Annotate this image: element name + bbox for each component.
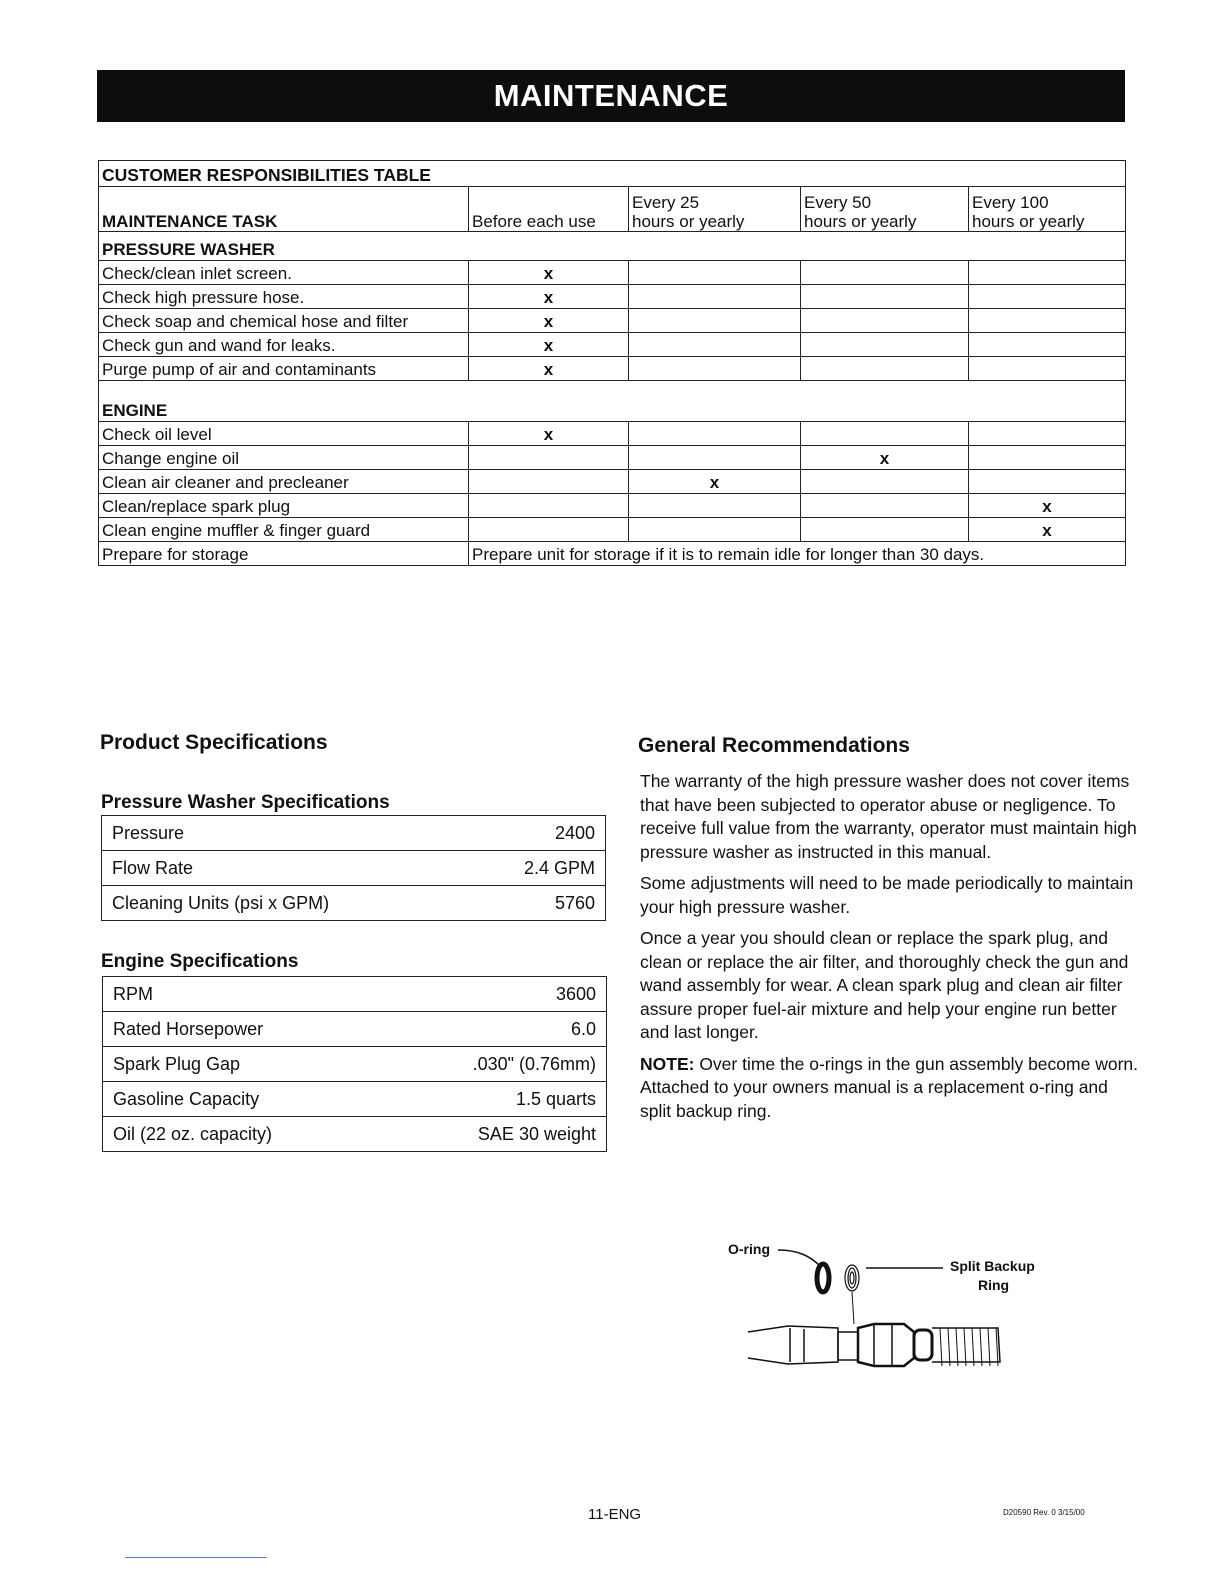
mark-cell <box>969 333 1126 357</box>
split-backup-label-2: Ring <box>978 1277 1010 1293</box>
mark-cell <box>629 309 801 333</box>
table-caption-row <box>99 161 1126 187</box>
spec-value: 3600 <box>403 977 607 1012</box>
mark-cell <box>629 494 801 518</box>
spec-value: SAE 30 weight <box>403 1117 607 1152</box>
spec-row <box>103 1012 607 1047</box>
section-header-row <box>99 232 1126 261</box>
rec-paragraph-3: Once a year you should clean or replace the spark plug, and clean or replace the air filter, and thoroughly check the gun and wand assembly for wear. A clean spark plug and clean air filter assure proper fuel-air mixture and help your engine run better and last longer. <box>640 928 1129 1042</box>
engine-specs-title: Engine Specifications <box>101 951 299 972</box>
split-ring-guide-line <box>852 1292 854 1324</box>
task-cell: Check/clean inlet screen. <box>99 261 469 285</box>
spec-row <box>103 1117 607 1152</box>
mark-cell: x <box>801 446 969 470</box>
gun-assembly-icon <box>748 1324 1000 1366</box>
split-backup-label-1: Split Backup <box>950 1258 1035 1274</box>
engine-specs-table <box>102 976 607 1152</box>
oring-label: O-ring <box>728 1241 770 1257</box>
mark-cell <box>629 357 801 381</box>
task-cell: Prepare for storage <box>99 542 469 566</box>
mark-cell <box>801 422 969 446</box>
mark-cell <box>801 494 969 518</box>
section-title: ENGINE <box>99 381 1126 422</box>
oring-leader-line <box>778 1250 820 1266</box>
column-header: MAINTENANCE TASK <box>99 187 469 232</box>
mark-cell: x <box>469 357 629 381</box>
mark-cell <box>969 446 1126 470</box>
section-header-row <box>99 381 1126 422</box>
column-header: Every 50 hours or yearly <box>801 187 969 232</box>
column-header: Every 100 hours or yearly <box>969 187 1126 232</box>
page-number: 11-ENG <box>588 1506 642 1523</box>
task-cell: Check high pressure hose. <box>99 285 469 309</box>
table-header-row <box>99 187 1126 232</box>
mark-cell <box>629 518 801 542</box>
spec-label: RPM <box>103 977 403 1012</box>
spec-label: Gasoline Capacity <box>103 1082 403 1117</box>
spec-row <box>102 851 606 886</box>
rec-paragraph-2: Some adjustments will need to be made periodically to maintain your high pressure washer. <box>640 873 1134 917</box>
mark-cell <box>469 494 629 518</box>
rec-note <box>640 1053 1140 1124</box>
table-row <box>99 261 1126 285</box>
document-code: D20590 Rev. 0 3/15/00 <box>1003 1508 1085 1517</box>
mark-cell <box>801 357 969 381</box>
customer-responsibilities-table <box>98 160 1126 566</box>
spec-value: 1.5 quarts <box>403 1082 607 1117</box>
spec-value: .030" (0.76mm) <box>403 1047 607 1082</box>
spec-row <box>103 977 607 1012</box>
table-row <box>99 446 1126 470</box>
pressure-washer-specs-table <box>101 815 606 921</box>
task-cell: Clean/replace spark plug <box>99 494 469 518</box>
bottom-rule <box>125 1557 267 1558</box>
product-specifications-title: Product Specifications <box>100 731 328 754</box>
task-cell: Clean engine muffler & finger guard <box>99 518 469 542</box>
task-cell: Change engine oil <box>99 446 469 470</box>
task-cell: Check oil level <box>99 422 469 446</box>
column-header: Every 25 hours or yearly <box>629 187 801 232</box>
table-row <box>99 470 1126 494</box>
spec-row <box>102 886 606 921</box>
mark-cell <box>969 309 1126 333</box>
section-title: PRESSURE WASHER <box>99 232 1126 261</box>
mark-cell: x <box>469 261 629 285</box>
mark-cell <box>969 357 1126 381</box>
mark-cell <box>969 422 1126 446</box>
pressure-washer-specs-title: Pressure Washer Specifications <box>101 792 390 813</box>
spec-label: Cleaning Units (psi x GPM) <box>102 886 422 921</box>
task-cell: Clean air cleaner and precleaner <box>99 470 469 494</box>
spec-label: Oil (22 oz. capacity) <box>103 1117 403 1152</box>
storage-row <box>99 542 1126 566</box>
mark-cell <box>801 261 969 285</box>
mark-cell <box>969 285 1126 309</box>
spec-label: Pressure <box>102 816 422 851</box>
mark-cell <box>629 261 801 285</box>
mark-cell: x <box>969 518 1126 542</box>
mark-cell <box>629 422 801 446</box>
spec-label: Spark Plug Gap <box>103 1047 403 1082</box>
spec-row <box>102 816 606 851</box>
spec-label: Rated Horsepower <box>103 1012 403 1047</box>
oring-icon <box>817 1264 829 1292</box>
mark-cell <box>801 285 969 309</box>
mark-cell <box>801 518 969 542</box>
storage-note: Prepare unit for storage if it is to remain idle for longer than 30 days. <box>469 542 1126 566</box>
mark-cell <box>801 309 969 333</box>
note-text: Over time the o-rings in the gun assembly become worn. Attached to your owners manual is a replacement o-ring and split backup ring. <box>640 1053 1138 1121</box>
oring-diagram <box>728 1232 1058 1382</box>
spec-value: 2.4 GPM <box>422 851 606 886</box>
rec-paragraph-1: The warranty of the high pressure washer does not cover items that have been subjected to operator abuse or negligence. To receive full value from the warranty, operator must maintain high pressure washer as instructed in this manual. <box>640 771 1137 862</box>
task-cell: Purge pump of air and contaminants <box>99 357 469 381</box>
mark-cell <box>469 470 629 494</box>
task-cell: Check soap and chemical hose and filter <box>99 309 469 333</box>
spec-value: 6.0 <box>403 1012 607 1047</box>
column-header: Before each use <box>469 187 629 232</box>
task-cell: Check gun and wand for leaks. <box>99 333 469 357</box>
mark-cell <box>969 261 1126 285</box>
mark-cell <box>801 470 969 494</box>
spec-value: 2400 <box>422 816 606 851</box>
mark-cell <box>629 333 801 357</box>
mark-cell: x <box>969 494 1126 518</box>
mark-cell: x <box>469 285 629 309</box>
table-row <box>99 333 1126 357</box>
general-recommendations-text <box>640 770 1140 1131</box>
spec-value: 5760 <box>422 886 606 921</box>
table-row <box>99 309 1126 333</box>
spec-row <box>103 1082 607 1117</box>
table-row <box>99 494 1126 518</box>
page-banner: MAINTENANCE <box>97 70 1125 122</box>
note-label: NOTE: <box>640 1053 695 1074</box>
table-row <box>99 518 1126 542</box>
spec-label: Flow Rate <box>102 851 422 886</box>
split-backup-ring-icon <box>845 1265 859 1291</box>
table-row <box>99 357 1126 381</box>
mark-cell <box>969 470 1126 494</box>
spec-row <box>103 1047 607 1082</box>
general-recommendations-title: General Recommendations <box>638 734 910 757</box>
mark-cell <box>629 285 801 309</box>
table-row <box>99 422 1126 446</box>
table-caption: CUSTOMER RESPONSIBILITIES TABLE <box>99 161 1126 187</box>
mark-cell <box>801 333 969 357</box>
mark-cell <box>469 518 629 542</box>
mark-cell: x <box>469 422 629 446</box>
mark-cell <box>629 446 801 470</box>
mark-cell: x <box>469 309 629 333</box>
mark-cell: x <box>469 333 629 357</box>
table-row <box>99 285 1126 309</box>
mark-cell <box>469 446 629 470</box>
mark-cell: x <box>629 470 801 494</box>
